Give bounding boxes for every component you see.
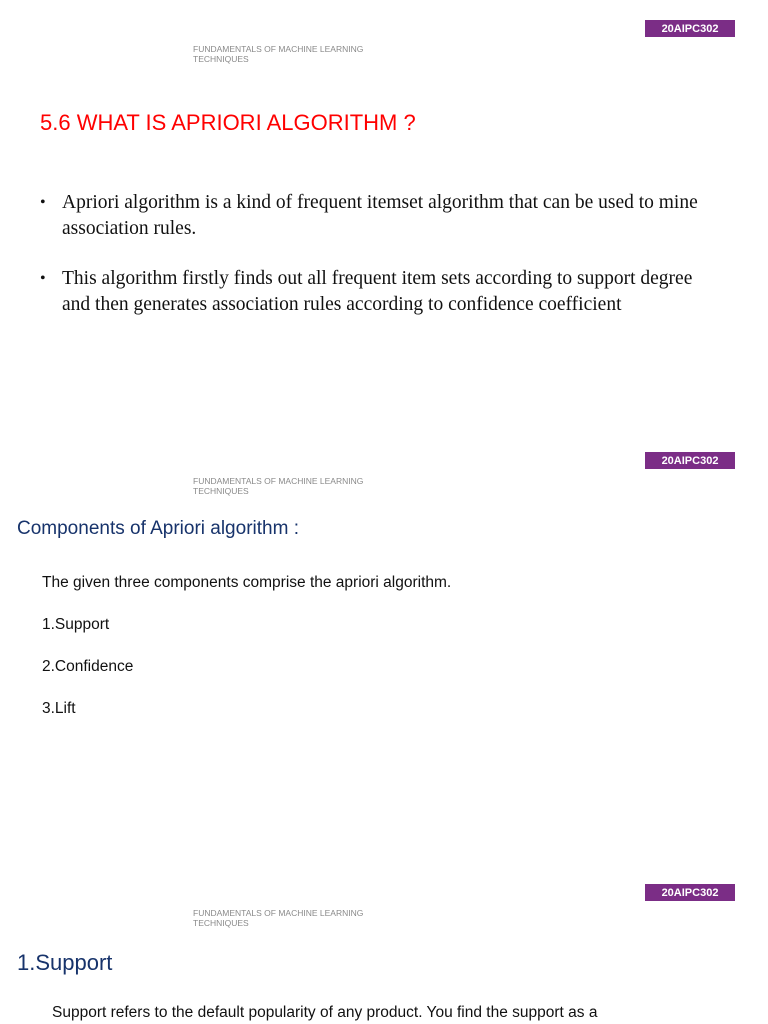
- slide-title: 1.Support: [17, 950, 113, 975]
- bullet-item: [40, 190, 720, 242]
- slide-3: [0, 864, 768, 1024]
- bullet-dot-icon: •: [40, 194, 46, 211]
- bullet-item: [40, 266, 720, 318]
- bullet-list: [40, 190, 720, 342]
- slide-2: [0, 432, 768, 864]
- component-item-lift: 3.Lift: [42, 700, 76, 717]
- bullet-text: Apriori algorithm is a kind of frequent itemset algorithm that can be used to mine association rules.: [62, 192, 698, 239]
- component-item-confidence: 2.Confidence: [42, 658, 134, 675]
- course-title: FUNDAMENTALS OF MACHINE LEARNING TECHNIQUES: [193, 44, 364, 64]
- component-item-support: 1.Support: [42, 616, 110, 633]
- bullet-dot-icon: •: [40, 270, 46, 287]
- bullet-text: This algorithm firstly finds out all frequent item sets according to support degree and then generates association rules according to confidence coefficient: [62, 268, 693, 315]
- course-title: FUNDAMENTALS OF MACHINE LEARNING TECHNIQUES: [193, 476, 364, 496]
- course-code-badge: 20AIPC302: [645, 20, 735, 37]
- support-description: Support refers to the default popularity of any product. You find the support as a: [52, 1004, 598, 1021]
- slide-title: Components of Apriori algorithm :: [17, 518, 299, 539]
- intro-text: The given three components comprise the apriori algorithm.: [42, 574, 452, 591]
- slide-1: [0, 0, 768, 432]
- course-title: FUNDAMENTALS OF MACHINE LEARNING TECHNIQUES: [193, 908, 364, 928]
- course-code-badge: 20AIPC302: [645, 452, 735, 469]
- slide-title: 5.6 WHAT IS APRIORI ALGORITHM ?: [40, 110, 416, 135]
- course-code-badge: 20AIPC302: [645, 884, 735, 901]
